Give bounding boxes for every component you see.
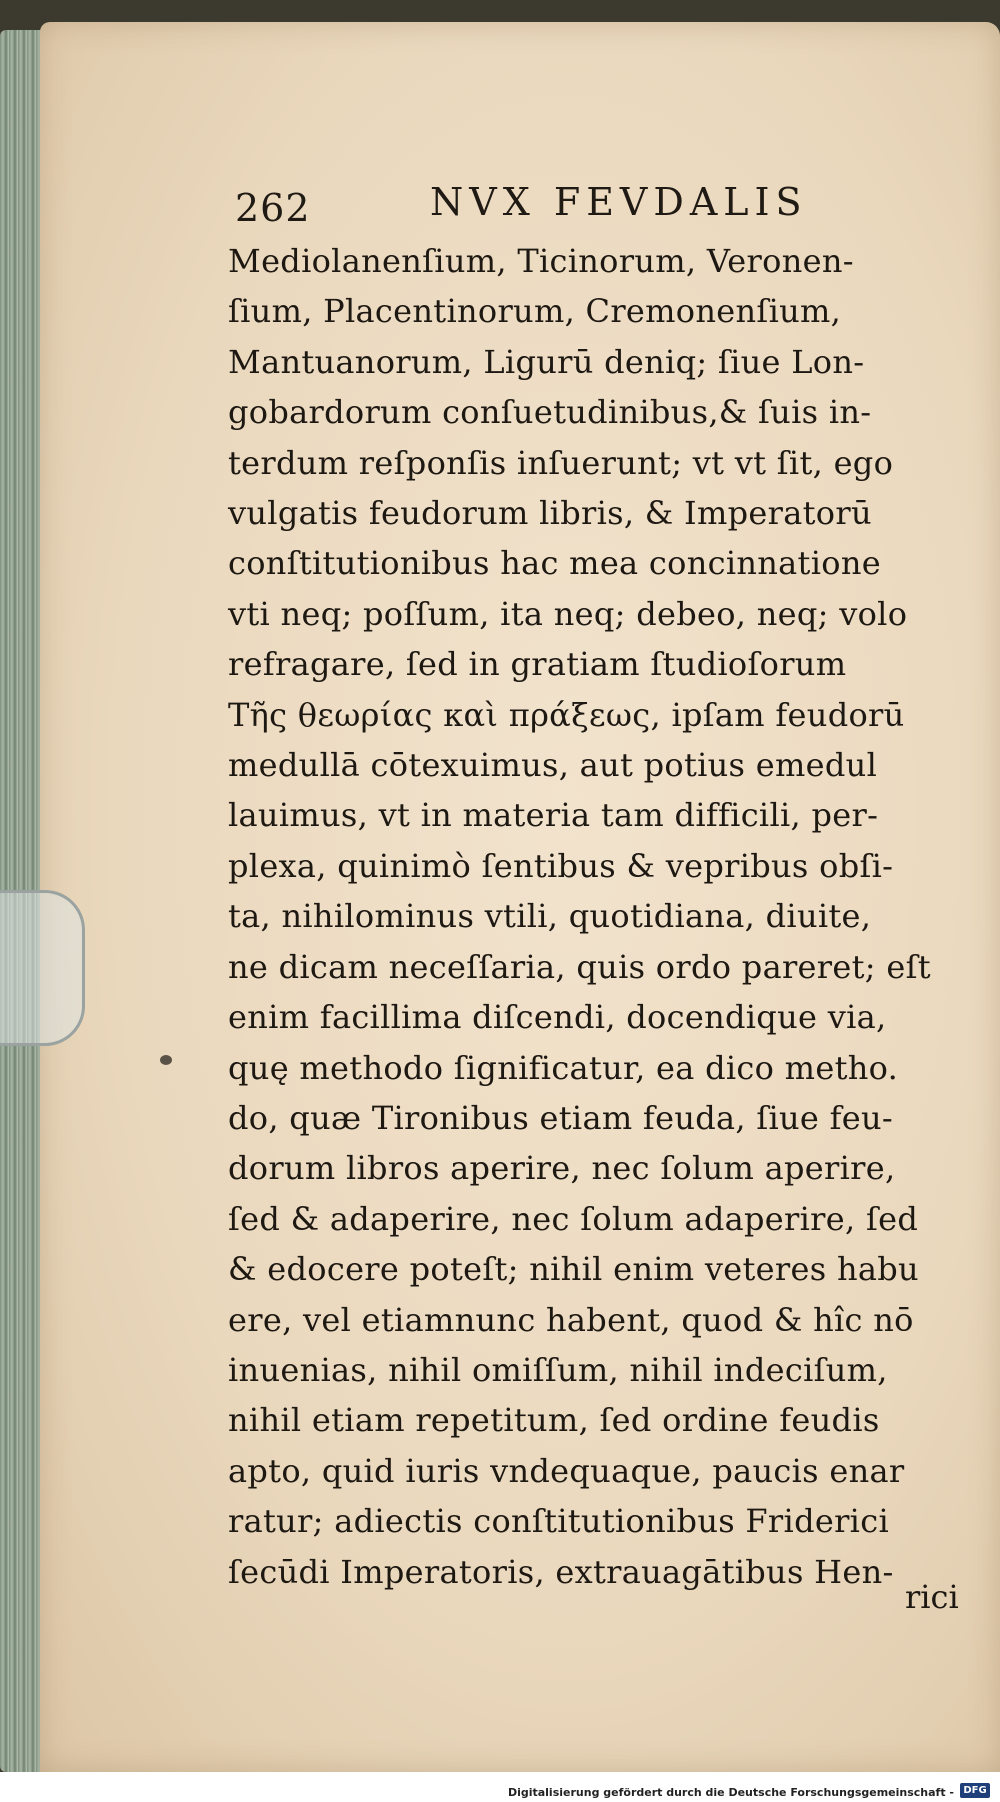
text-line: ne dicam neceſſaria, quis ordo pareret; eſt bbox=[228, 947, 931, 986]
text-line: Mantuanorum, Ligurū deniq; ſiue Lon- bbox=[228, 342, 865, 381]
text-line: medullā cōtexuimus, aut potius emedul bbox=[228, 746, 878, 785]
text-line: Τῆς θεωρίας καὶ πράξεως, ipſam feudorū bbox=[228, 695, 905, 734]
text-line: vulgatis feudorum libris, & Imperatorū bbox=[228, 494, 872, 533]
text-line: ere, vel etiamnunc habent, quod & hîc nō bbox=[228, 1300, 914, 1339]
text-line: ratur; adiectis conſtitutionibus Friderici bbox=[228, 1502, 889, 1541]
bookmark-clip bbox=[0, 890, 85, 1046]
text-line: lauimus, vt in materia tam difficili, per- bbox=[228, 796, 879, 835]
text-line: ſecūdi Imperatoris, extrauagātibus Hen- bbox=[228, 1552, 894, 1591]
dfg-logo: DFG bbox=[960, 1783, 990, 1798]
text-line: vti neq; poſſum, ita neq; debeo, neq; volo bbox=[228, 594, 908, 633]
text-line: plexa, quinimò ſentibus & vepribus obſi- bbox=[228, 846, 894, 885]
text-line: apto, quid iuris vndequaque, paucis enar bbox=[228, 1451, 905, 1490]
text-line: ſium, Placentinorum, Cremonenſium, bbox=[228, 292, 842, 331]
text-line: refragare, ſed in gratiam ſtudioſorum bbox=[228, 645, 847, 684]
digitization-credit: Digitalisierung gefördert durch die Deutsche Forschungsgemeinschaft - bbox=[507, 1786, 954, 1799]
text-line: ta, nihilominus vtili, quotidiana, diuite, bbox=[228, 897, 872, 936]
text-line: & edocere poteſt; nihil enim veteres habu bbox=[228, 1250, 919, 1289]
text-line: enim facillima diſcendi, docendique via, bbox=[228, 998, 887, 1037]
catchword: rici bbox=[905, 1578, 959, 1616]
text-line: terdum reſponſis inſuerunt; vt vt ſit, ego bbox=[228, 443, 894, 482]
ink-smudge bbox=[160, 1055, 172, 1065]
running-title: NVX FEVDALIS bbox=[430, 180, 808, 224]
text-line: do, quæ Tironibus etiam feuda, ſiue feu- bbox=[228, 1098, 894, 1137]
body-text bbox=[228, 236, 963, 1597]
text-line: Mediolanenſium, Ticinorum, Veronen- bbox=[228, 242, 854, 280]
text-line: gobardorum conſuetudinibus,& ſuis in- bbox=[228, 393, 872, 432]
page-number: 262 bbox=[235, 186, 311, 230]
text-line: conſtitutionibus hac mea concinnatione bbox=[228, 544, 881, 583]
page-header bbox=[235, 180, 875, 234]
text-line: ſed & adaperire, nec ſolum adaperire, ſed bbox=[228, 1199, 919, 1238]
text-line: quę methodo ſignificatur, ea dico metho. bbox=[228, 1048, 899, 1087]
text-line: inuenias, nihil omiſſum, nihil indeciſum, bbox=[228, 1350, 888, 1389]
text-line: nihil etiam repetitum, ſed ordine feudis bbox=[228, 1401, 880, 1440]
text-line: dorum libros aperire, nec ſolum aperire, bbox=[228, 1149, 896, 1188]
